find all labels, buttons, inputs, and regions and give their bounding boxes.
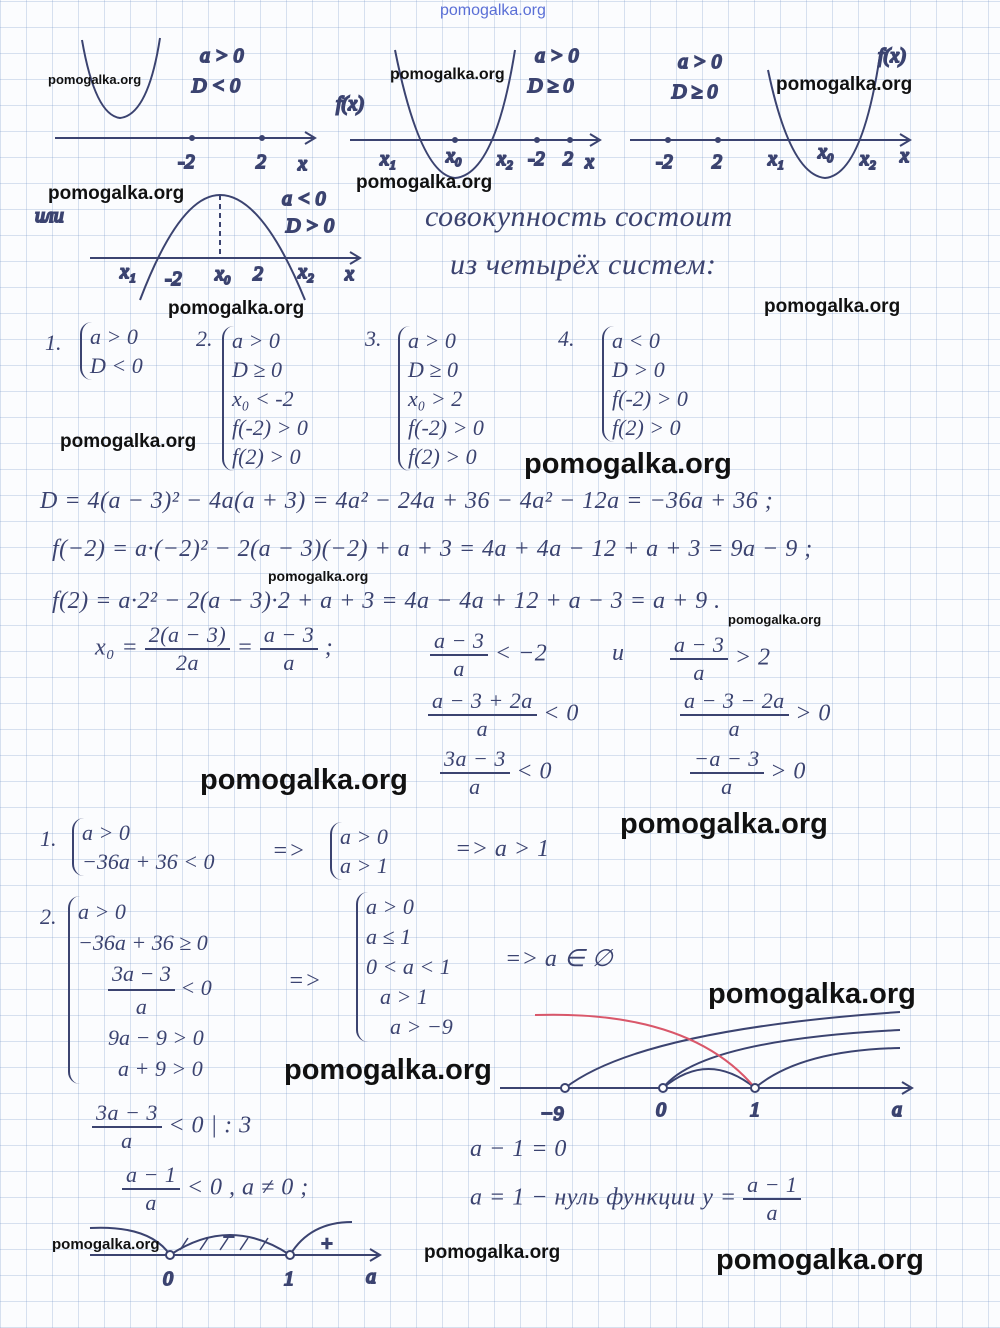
- number-line-1: [500, 1012, 912, 1125]
- tick-label: 2: [563, 148, 573, 170]
- watermark: pomogalka.org: [268, 568, 369, 584]
- condition: a > 0: [535, 45, 579, 67]
- fraction: [145, 622, 231, 676]
- system-row: a + 9 > 0: [118, 1056, 203, 1081]
- system-row: −36a + 36 ≥ 0: [78, 930, 208, 955]
- numerator: a − 3: [430, 628, 488, 656]
- graph-3: [630, 45, 913, 178]
- numerator: a − 3: [260, 622, 318, 650]
- function-label: f(x): [878, 45, 906, 67]
- text: ;: [324, 634, 334, 661]
- relation: < 0 | : 3: [168, 1112, 252, 1139]
- implies-arrow: =>: [272, 838, 306, 864]
- ineq-1c: [440, 746, 552, 800]
- point-label: 0: [163, 1268, 173, 1290]
- point-label: 0: [656, 1099, 666, 1121]
- condition: D ≥ 0: [672, 81, 718, 103]
- system-row: a > 0: [340, 824, 388, 849]
- denominator: a: [469, 774, 481, 799]
- system-4: [602, 326, 688, 442]
- relation: < 0: [543, 700, 579, 727]
- point-label: 1: [284, 1268, 294, 1290]
- f-2-eq: f(2) = a·2² − 2(a − 3)·2 + a + 3 = 4a − 4a + 12 + a − 3 = a + 9 .: [52, 588, 721, 614]
- relation: > 0: [770, 758, 806, 785]
- denominator: 2a: [175, 650, 199, 675]
- axis-label: x: [900, 145, 909, 167]
- sign-plus: +: [320, 1233, 334, 1255]
- denominator: a: [721, 774, 733, 799]
- vertex-eq: [95, 622, 333, 676]
- watermark: pomogalka.org: [620, 808, 828, 840]
- system-row: f(2) > 0: [408, 444, 477, 469]
- watermark: pomogalka.org: [390, 66, 505, 83]
- denominator: a: [476, 716, 489, 741]
- ineq-1b: [428, 688, 579, 742]
- case-1-system-2: [330, 822, 388, 880]
- system-row: D > 0: [612, 357, 665, 382]
- relation: > 2: [734, 644, 771, 671]
- denominator: a: [145, 1190, 157, 1215]
- watermark: pomogalka.org: [728, 612, 822, 627]
- system-row: a > 1: [380, 984, 428, 1009]
- case-2-result: => a ∈ ∅: [505, 946, 614, 972]
- final-ineq-1: [92, 1100, 252, 1154]
- relation: > 0: [795, 700, 831, 727]
- case-1-result: => a > 1: [455, 836, 550, 862]
- vertex-label: x₀: [446, 145, 462, 167]
- tick-label: 2: [712, 151, 722, 173]
- system-row: x₀ > 2: [408, 386, 463, 411]
- tick-label: 2: [256, 151, 266, 173]
- tick-label: -2: [178, 151, 195, 173]
- numerator: 3a − 3: [92, 1100, 162, 1128]
- sign-minus: −: [222, 1226, 236, 1248]
- ineq-1: [430, 628, 547, 682]
- denominator: a: [121, 1128, 133, 1153]
- number-line-2: [90, 1222, 380, 1290]
- system-row: a > 0: [90, 324, 138, 349]
- vertex-label: x₀: [215, 263, 231, 285]
- system-row: a > 0: [232, 328, 280, 353]
- watermark: pomogalka.org: [776, 74, 913, 95]
- watermark: pomogalka.org: [356, 172, 493, 193]
- watermark: pomogalka.org: [708, 978, 916, 1010]
- system-row: x₀ < -2: [232, 386, 294, 411]
- numerator: a − 1: [122, 1162, 180, 1190]
- system-row: D < 0: [90, 353, 143, 378]
- case-number: 2.: [40, 904, 57, 929]
- watermark: pomogalka.org: [764, 296, 901, 317]
- system-row: D ≥ 0: [408, 357, 458, 382]
- numerator: a − 3 − 2a: [680, 688, 789, 716]
- system-1: [80, 322, 143, 380]
- numerator: a − 3: [670, 632, 728, 660]
- root-label: x₂: [298, 261, 314, 283]
- case-2-system: [68, 896, 212, 1084]
- function-label: f(x): [336, 93, 364, 115]
- watermark: pomogalka.org: [168, 298, 305, 319]
- system-row: 9a − 9 > 0: [108, 1025, 204, 1050]
- relation: < −2: [494, 640, 548, 667]
- system-number: 4.: [558, 326, 575, 351]
- watermark: pomogalka.org: [716, 1244, 924, 1276]
- heading-line-2: из четырёх систем:: [450, 248, 717, 281]
- condition: a > 0: [678, 51, 722, 73]
- system-row: f(2) > 0: [612, 415, 681, 440]
- point-label: 1: [750, 1099, 760, 1121]
- system-number: 3.: [365, 326, 382, 351]
- denominator: a: [283, 650, 295, 675]
- denominator: a: [135, 994, 147, 1019]
- denominator: a: [453, 656, 465, 681]
- heading-line-1: совокупность состоит: [425, 200, 733, 233]
- system-row: f(-2) > 0: [612, 386, 688, 411]
- numerator: 3a − 3: [108, 958, 175, 991]
- system-row: a > 1: [340, 853, 388, 878]
- tick-label: 2: [253, 263, 263, 285]
- watermark: pomogalka.org: [48, 72, 142, 87]
- text: a = 1 − нуль функции y =: [470, 1184, 737, 1211]
- fraction: [260, 622, 318, 676]
- vertex-label: x₀: [818, 141, 834, 163]
- watermark: pomogalka.org: [284, 1054, 492, 1086]
- numerator: a − 1: [743, 1172, 801, 1200]
- system-2: [222, 326, 308, 471]
- root-label: x₁: [120, 261, 136, 283]
- f-minus-2-eq: f(−2) = a·(−2)² − 2(a − 3)(−2) + a + 3 = 4a + 4a − 12 + a + 3 = 9a − 9 ;: [52, 536, 813, 562]
- system-row: 0 < a < 1: [366, 954, 451, 979]
- tick-label: -2: [528, 148, 545, 170]
- system-3: [398, 326, 484, 471]
- watermark: pomogalka.org: [524, 448, 732, 480]
- system-row: −36a + 36 < 0: [82, 849, 215, 874]
- watermark: pomogalka.org: [48, 183, 185, 204]
- system-row: a > 0: [408, 328, 456, 353]
- watermark: pomogalka.org: [200, 764, 408, 796]
- case-2-system-2: [356, 892, 453, 1042]
- watermark: pomogalka.org: [424, 1242, 561, 1263]
- text: =: [236, 634, 254, 661]
- implies-arrow: =>: [288, 968, 322, 994]
- system-row: a > −9: [390, 1014, 453, 1039]
- system-number: 1.: [45, 330, 62, 355]
- condition: D ≥ 0: [528, 75, 574, 97]
- relation: < 0: [516, 758, 553, 785]
- system-row: f(-2) > 0: [408, 415, 484, 440]
- final-ineq-2: [122, 1162, 309, 1216]
- site-watermark: pomogalka.org: [440, 2, 546, 19]
- relation: < 0: [180, 975, 212, 1001]
- denominator: a: [728, 716, 741, 741]
- axis-label: x: [585, 151, 594, 173]
- watermark: pomogalka.org: [52, 1236, 160, 1253]
- tick-label: -2: [165, 268, 182, 290]
- condition: a < 0: [282, 188, 326, 210]
- condition: D > 0: [286, 215, 334, 237]
- text: x₀ =: [95, 634, 139, 661]
- axis-label: a: [366, 1266, 376, 1288]
- root-label: x₂: [860, 148, 876, 170]
- system-row: a > 0: [78, 899, 126, 924]
- system-row: a > 0: [82, 820, 130, 845]
- tick-label: -2: [656, 151, 673, 173]
- zero-text: [470, 1172, 801, 1226]
- condition: D < 0: [192, 75, 240, 97]
- point-label: −9: [540, 1103, 564, 1125]
- discriminant-eq: D = 4(a − 3)² − 4a(a + 3) = 4a² − 24a + 36 − 4a² − 12a = −36a + 36 ;: [40, 488, 774, 514]
- root-label: x₁: [380, 148, 396, 170]
- system-row: f(-2) > 0: [232, 415, 308, 440]
- ineq-2b: [680, 688, 831, 742]
- root-label: x₂: [497, 148, 513, 170]
- denominator: a: [693, 660, 705, 685]
- watermark: pomogalka.org: [60, 431, 197, 452]
- case-1-system: [72, 818, 215, 876]
- root-label: x₁: [768, 148, 784, 170]
- system-row: f(2) > 0: [232, 444, 301, 469]
- relation: < 0 , a ≠ 0 ;: [186, 1174, 309, 1201]
- numerator: 3a − 3: [440, 746, 510, 774]
- numerator: a − 3 + 2a: [428, 688, 537, 716]
- zero-equation: a − 1 = 0: [470, 1136, 567, 1162]
- ineq-2: [670, 632, 771, 686]
- condition: a > 0: [200, 45, 244, 67]
- denominator: a: [766, 1200, 778, 1225]
- graph-2: [336, 45, 600, 178]
- axis-label: x: [345, 263, 354, 285]
- numerator: 2(a − 3): [145, 622, 231, 650]
- system-row: a < 0: [612, 328, 660, 353]
- system-row: a ≤ 1: [366, 924, 412, 949]
- numerator: −a − 3: [690, 746, 764, 774]
- axis-label: x: [298, 153, 307, 175]
- axis-label: a: [892, 1099, 902, 1121]
- system-number: 2.: [196, 326, 213, 351]
- system-row: a > 0: [366, 894, 414, 919]
- system-row: D ≥ 0: [232, 357, 282, 382]
- or-label: или: [35, 205, 64, 227]
- case-number: 1.: [40, 826, 57, 851]
- graph-1: [55, 38, 315, 175]
- ineq-2c: [690, 746, 806, 800]
- x-axis: [55, 132, 315, 144]
- and-word: и: [612, 640, 625, 666]
